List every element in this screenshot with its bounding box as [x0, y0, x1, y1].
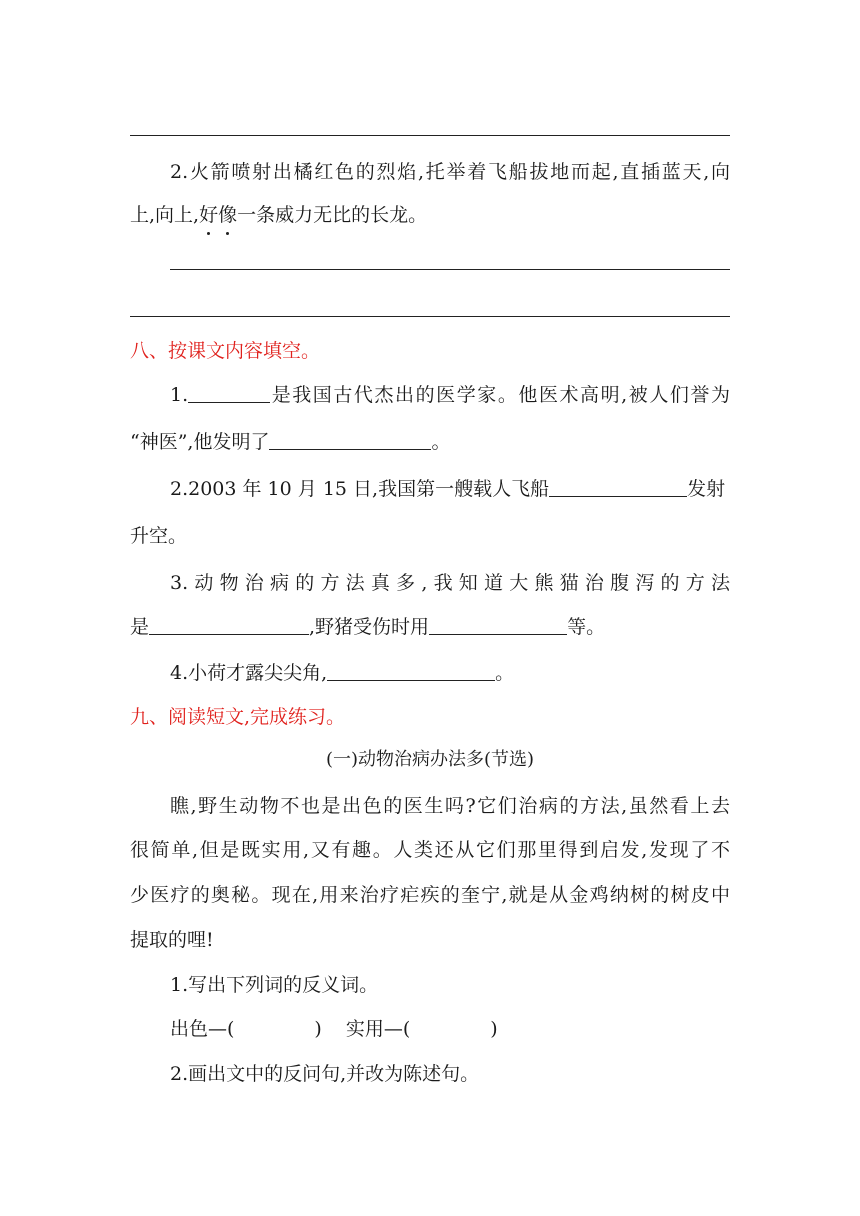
- emphasis-dot-char: 好: [199, 200, 218, 230]
- q7-item2-line2-post: 一条威力无比的长龙。: [237, 204, 428, 226]
- antonym2-label: 实用—(: [345, 1018, 411, 1040]
- section8-heading: 八、按课文内容填空。: [130, 340, 321, 362]
- antonym1-close: ): [314, 1018, 322, 1040]
- section9-heading: 九、阅读短文,完成练习。: [130, 706, 346, 728]
- q7-item2-line1: 2.火箭喷射出橘红色的烈焰,托举着飞船拔地而起,直插蓝天,向: [170, 161, 730, 183]
- passage-line4: 提取的哩!: [130, 929, 214, 951]
- s8-q1-line2-text: “神医”,他发明了: [130, 431, 270, 453]
- s9-q1: 1.写出下列词的反义词。: [170, 974, 379, 996]
- s8-q1-line2: [130, 427, 730, 457]
- emphasis-dot-char: 像: [218, 200, 237, 230]
- antonym2-close: ): [490, 1018, 498, 1040]
- s8-q3-shi: 是: [130, 616, 150, 638]
- s8-q2-line1: [170, 474, 730, 504]
- s8-q3-mid: ,野猪受伤时用: [309, 616, 430, 638]
- s8-q4: [170, 658, 730, 688]
- s8-q1-period: 。: [431, 431, 451, 453]
- fill-blank[interactable]: [327, 660, 495, 681]
- answer-line: [130, 135, 730, 136]
- s8-q1-number: 1.: [170, 384, 189, 406]
- passage-line3: 少医疗的奥秘。现在,用来治疗疟疾的奎宁,就是从金鸡纳树的树皮中: [130, 884, 730, 906]
- fill-blank[interactable]: [429, 614, 567, 635]
- s8-q2-text: 2.2003 年 10 月 15 日,我国第一艘载人飞船: [170, 478, 550, 500]
- fill-blank[interactable]: [149, 614, 309, 635]
- passage-line2: 很简单,但是既实用,又有趣。人类还从它们那里得到启发,发现了不: [130, 839, 730, 861]
- s9-q2: 2.画出文中的反问句,并改为陈述句。: [170, 1063, 480, 1085]
- s8-q3-tail: 等。: [567, 616, 606, 638]
- s9-q1-antonyms: [170, 1014, 730, 1044]
- s8-q3-line2: [130, 612, 730, 642]
- fill-blank[interactable]: [549, 476, 687, 497]
- s8-q4-period: 。: [495, 662, 515, 684]
- fill-blank[interactable]: [188, 382, 270, 403]
- q7-item2-line2-pre: 上,向上,: [130, 204, 200, 226]
- answer-line: [130, 316, 730, 317]
- s8-q4-text: 4.小荷才露尖尖角,: [170, 662, 328, 684]
- s8-q1-line1: [170, 380, 730, 410]
- s8-q3-line1: 3.动物治病的方法真多,我知道大熊猫治腹泻的方法: [170, 572, 730, 594]
- q7-item2-line2: [130, 200, 730, 230]
- passage-title: (一)动物治病办法多(节选): [325, 749, 535, 770]
- s8-q2-line2: 升空。: [130, 525, 188, 547]
- s8-q1-text: 是我国古代杰出的医学家。他医术高明,被人们誉为: [270, 384, 730, 406]
- s8-q2-tail: 发射: [687, 478, 726, 500]
- answer-line: [170, 269, 730, 270]
- passage-line1: 瞧,野生动物不也是出色的医生吗?它们治病的方法,虽然看上去: [170, 795, 730, 817]
- antonym1-label: 出色—(: [170, 1018, 235, 1040]
- fill-blank[interactable]: [269, 429, 431, 450]
